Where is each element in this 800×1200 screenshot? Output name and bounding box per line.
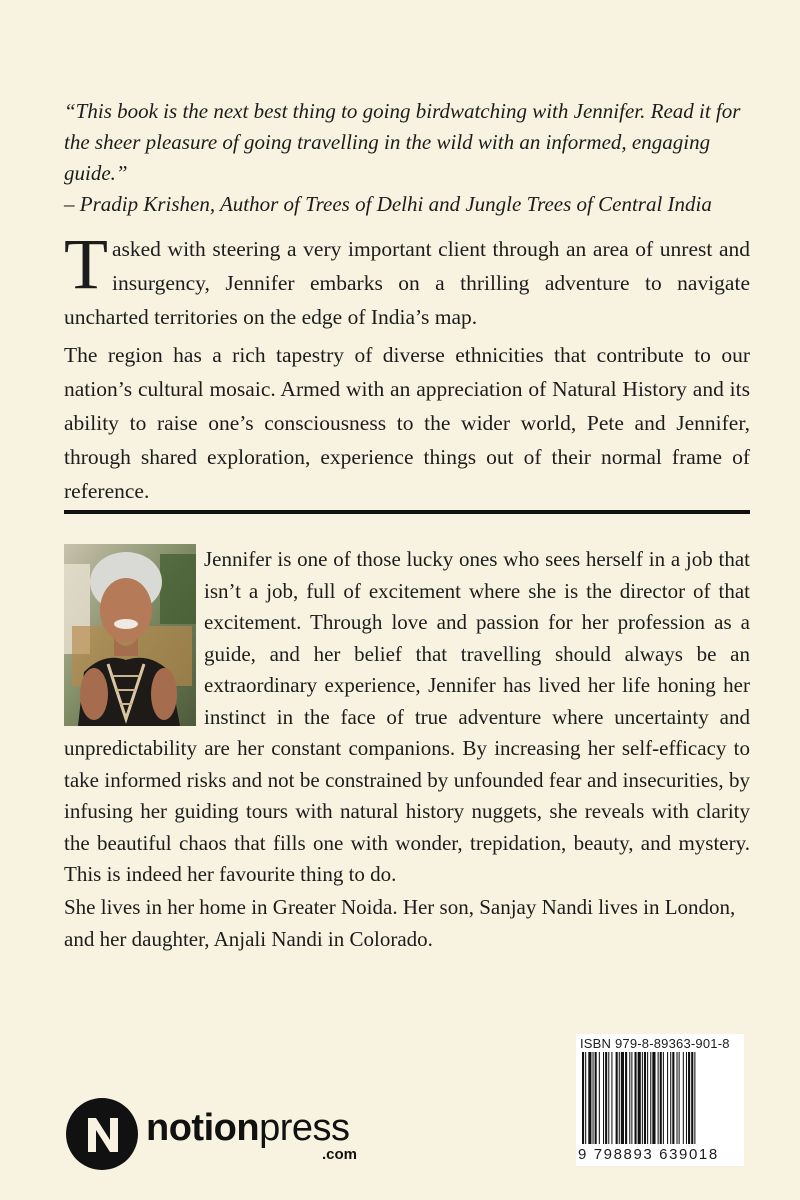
- barcode-bar: [595, 1052, 597, 1144]
- barcode-bar: [608, 1052, 609, 1144]
- publisher-name: [146, 1106, 349, 1150]
- barcode-bar: [599, 1052, 600, 1144]
- barcode-bar: [629, 1052, 630, 1144]
- barcode-bar: [650, 1052, 651, 1144]
- barcode-bar: [635, 1052, 637, 1144]
- barcode-bar: [660, 1052, 662, 1144]
- author-bio-paragraph-1: Jennifer is one of those lucky ones who sees herself in a job that isn’t a job, full of excitement where she is the director of that excitement. Through love and passion for her profession as a guide, and her belief that travelling should always be an extraordinary experience, Jennifer has lived her life honing her instinct in the face of true adventure where uncertainty and unpredictability are her constant companions. By increasing her self-efficacy to take informed risks and not be constrained by unfounded fear and insecurities, by infusing her guiding tours with natural history nuggets, she reveals with clarity the beautiful chaos that fills one with wonder, trepidation, beauty, and mystery. This is indeed her favourite thing to do.: [64, 547, 750, 886]
- author-bio-paragraph-2: She lives in her home in Greater Noida. Her son, Sanjay Nandi lives in London, and her daughter, Anjali Nandi in Colorado.: [64, 895, 736, 951]
- barcode-bar: [663, 1052, 664, 1144]
- barcode-bar: [670, 1052, 671, 1144]
- author-bio: [64, 544, 750, 891]
- barcode-bar: [625, 1052, 627, 1144]
- author-photo-image: [64, 544, 196, 726]
- isbn-label: ISBN 979-8-89363-901-8: [580, 1036, 730, 1051]
- barcode-bar: [679, 1052, 680, 1144]
- barcode-bar: [694, 1052, 695, 1144]
- quote-attribution: – Pradip Krishen, Author of Trees of Delhi and Jungle Trees of Central India: [64, 192, 712, 216]
- blurb-paragraph-1: [64, 224, 750, 334]
- barcode-bar: [652, 1052, 655, 1144]
- quote-text: “This book is the next best thing to going birdwatching with Jennifer. Read it for the sheer pleasure of going travelling in the wild with an informed, engaging guide.”: [64, 99, 741, 185]
- notionpress-logo-icon: [64, 1096, 140, 1172]
- barcode-bar: [644, 1052, 646, 1144]
- barcode-bar: [621, 1052, 624, 1144]
- barcode-digits: 9 798893 639018: [578, 1146, 719, 1163]
- barcode-bar: [642, 1052, 643, 1144]
- barcode-bar: [593, 1052, 594, 1144]
- barcode-bar: [647, 1052, 648, 1144]
- barcode-bar: [686, 1052, 687, 1144]
- publisher-domain: .com: [322, 1146, 358, 1163]
- isbn-barcode: [576, 1034, 744, 1166]
- barcode-bar: [619, 1052, 620, 1144]
- barcode-bar: [585, 1052, 586, 1144]
- barcode-bar: [631, 1052, 632, 1144]
- barcode-bar: [672, 1052, 674, 1144]
- section-divider: [64, 510, 750, 514]
- barcode-bar: [616, 1052, 618, 1144]
- barcode-bar: [691, 1052, 693, 1144]
- publisher-name-light: press: [259, 1107, 350, 1149]
- barcode-bar: [582, 1052, 584, 1144]
- barcode-bar: [667, 1052, 668, 1144]
- blurb-paragraph-1-text: asked with steering a very important client through an area of unrest and insurgency, Jennifer embarks on a thrilling adventure to navigate uncharted territories on the edge of India’s map.: [64, 237, 750, 329]
- barcode-bar: [658, 1052, 659, 1144]
- barcode-bar: [683, 1052, 684, 1144]
- author-photo: [64, 544, 196, 726]
- barcode-bar: [638, 1052, 641, 1144]
- barcode-bar: [605, 1052, 607, 1144]
- endorsement-quote: [64, 96, 754, 220]
- drop-cap: T: [64, 224, 108, 304]
- barcode-bar: [688, 1052, 690, 1144]
- barcode-bar: [603, 1052, 604, 1144]
- publisher-name-bold: notion: [146, 1107, 260, 1149]
- barcode-bar: [588, 1052, 591, 1144]
- barcode-bars: [580, 1052, 740, 1146]
- blurb-paragraph-2: The region has a rich tapestry of diverse ethnicities that contribute to our nation’s cultural mosaic. Armed with an appreciation of Natural History and its ability to raise one’s consciousness to the wider world, Pete and Jennifer, through shared exploration, experience things out of their normal frame of reference.: [64, 343, 750, 503]
- barcode-bar: [611, 1052, 612, 1144]
- barcode-bar: [677, 1052, 678, 1144]
